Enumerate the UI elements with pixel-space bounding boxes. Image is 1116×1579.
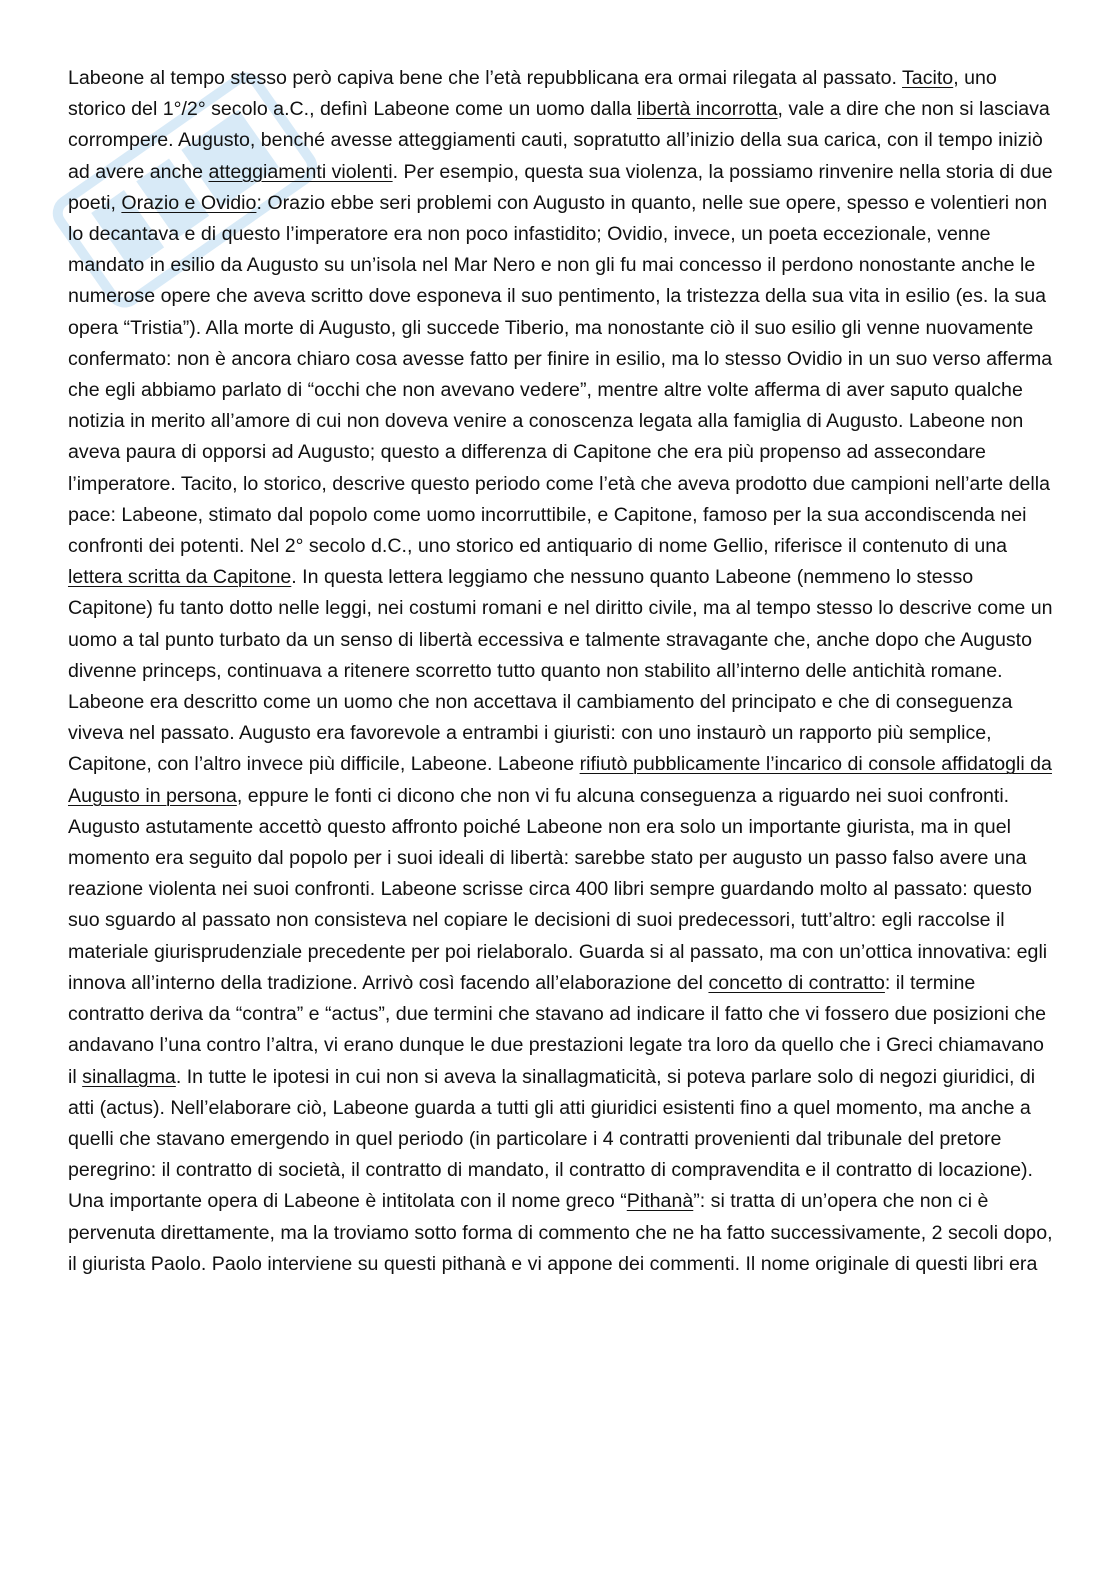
text-segment: . In tutte le ipotesi in cui non si aveva la sinallagmaticità, si poteva parlare solo di negozi giuridici, di atti (actus). Nell’elaborare ciò, Labeone guarda a tutti gli atti giuridici esistenti fino a quel momento, ma anche a quelli che stavano emergendo in quel periodo (in particolare i 4 contratti provenienti dal tribunale del pretore peregrino: il contratto di società, il contratto di mandato, il contratto di compravendita e il contratto di locazione). Una importante opera di Labeone è intitolata con il nome greco “ [68, 1065, 1036, 1213]
text-segment: . Per esempio, questa sua violenza, la possiamo rinvenire nella storia di due poeti, [68, 160, 1053, 214]
text-segment: , uno storico del 1°/2° secolo a.C., definì Labeone come un uomo dalla [68, 67, 997, 121]
text-segment: : il termine contratto deriva da “contra” e “actus”, due termini che stavano ad indicare il fatto che vi fossero due posizioni che andavano l’una contro l’altra, vi erano dunque le due prestazioni legate tra loro da quello che i Greci chiamavano il [68, 971, 1047, 1088]
underlined-term: sinallagma [82, 1065, 176, 1088]
underlined-term: concetto di contratto [708, 971, 885, 994]
underlined-term: lettera scritta da Capitone [68, 566, 292, 589]
underlined-term: Pithanà [626, 1190, 694, 1213]
underlined-term: atteggiamenti violenti [208, 160, 393, 183]
underlined-term: Orazio e Ovidio [121, 191, 257, 214]
text-segment: ”: si tratta di un’opera che non ci è pervenuta direttamente, ma la troviamo sotto forma di commento che ne ha fatto successivamente, 2 secoli dopo, il giurista Paolo. Paolo interviene su questi pithanà e vi appone dei commenti. Il nome originale di questi libri era [68, 1190, 1053, 1275]
text-segment: . In questa lettera leggiamo che nessuno quanto Labeone (nemmeno lo stesso Capitone) fu tanto dotto nelle leggi, nei costumi romani e nel diritto civile, ma al tempo stesso lo descrive come un uomo a tal punto turbato da un senso di libertà eccessiva e talmente stravagante che, anche dopo che Augusto divenne princeps, continuava a ritenere scorretto tutto quanto non stabilito all’interno delle antichità romane. Labeone era descritto come un uomo che non accettava il cambiamento del principato e che di conseguenza viveva nel passato. Augusto era favorevole a entrambi i giuristi: con uno instaurò un rapporto più semplice, Capitone, con l’altro invece più difficile, Labeone. Labeone [68, 566, 1053, 776]
text-segment: : Orazio ebbe seri problemi con Augusto in quanto, nelle sue opere, spesso e volentieri non lo decantava e di questo l’imperatore era non poco infastidito; Ovidio, invece, un poeta eccezionale, venne mandato in esilio da Augusto su un’isola nel Mar Nero e non gli fu mai concesso il perdono nonostante anche le numerose opere che aveva scritto dove esponeva il suo pentimento, la tristezza della sua vita in esilio (es. la sua opera “Tristia”). Alla morte di Augusto, gli succede Tiberio, ma nonostante ciò il suo esilio gli venne nuovamente confermato: non è ancora chiaro cosa avesse fatto per finire in esilio, ma lo stesso Ovidio in un suo verso afferma che egli abbiamo parlato di “occhi che non avevano vedere”, mentre altre volte afferma di aver saputo qualche notizia in merito all’amore di cui non doveva venire a conoscenza legata alla famiglia di Augusto. Labeone non aveva paura di opporsi ad Augusto; questo a differenza di Capitone che era più propenso ad assecondare l’imperatore. Tacito, lo storico, descrive questo periodo come l’età che aveva prodotto due campioni nell’arte della pace: Labeone, stimato dal popolo come uomo incorruttibile, e Capitone, famoso per la sua accondiscenda nei confronti dei potenti. Nel 2° secolo d.C., uno storico ed antiquario di nome Gellio, riferisce il contenuto di una [68, 191, 1053, 558]
text-segment: , eppure le fonti ci dicono che non vi fu alcuna conseguenza a riguardo nei suoi confronti. Augusto astutamente accettò questo affronto poiché Labeone non era solo un importante giurista, ma in quel momento era seguito dal popolo per i suoi ideali di libertà: sarebbe stato per augusto un passo falso avere una reazione violenta nei suoi confronti. Labeone scrisse circa 400 libri sempre guardando molto al passato: questo suo sguardo al passato non consisteva nel copiare le decisioni di suoi predecessori, tutt’altro: egli raccolse il materiale giurisprudenziale precedente per poi rielaboralo. Guarda si al passato, ma con un’ottica innovativa: egli innova all’interno della tradizione. Arrivò così facendo all’elaborazione del [68, 784, 1048, 994]
underlined-term: Tacito [902, 67, 954, 89]
text-segment: Labeone al tempo stesso però capiva bene che l’età repubblicana era ormai rilegata al passato. [68, 67, 902, 89]
underlined-term: libertà incorrotta [637, 98, 778, 121]
document-body [68, 63, 1053, 1280]
text-segment: , vale a dire che non si lasciava corrompere. Augusto, benché avesse atteggiamenti cauti, sopratutto all’inizio della sua carica, con il tempo iniziò ad avere anche [68, 98, 1050, 183]
underlined-term: rifiutò pubblicamente l’incarico di console affidatogli da Augusto in persona [68, 753, 1052, 807]
